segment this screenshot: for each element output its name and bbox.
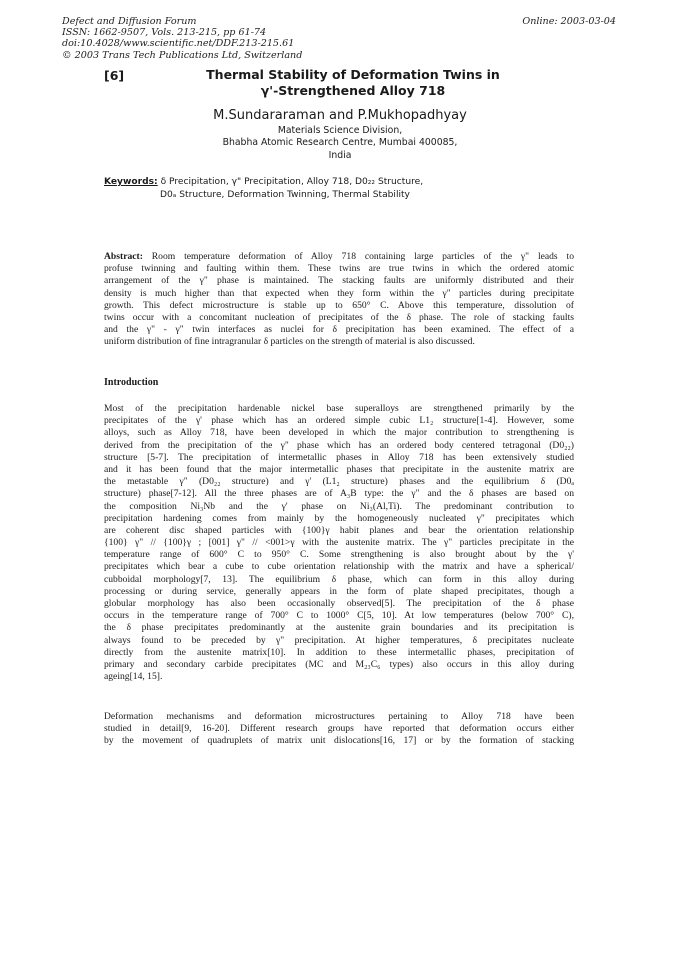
keywords-text: D0ₐ Structure, Deformation Twinning, Thermal Stability	[160, 189, 410, 200]
affiliation-line: Materials Science Division,	[277, 125, 403, 136]
body-line: the composition Ni₃Nb and the γ' phase on Ni₃(Al,Ti). The predominant contribution to	[104, 500, 574, 512]
abstract-line: growth. This defect microstructure is stable up to 650° C. Above this temperature, dissolution of	[104, 299, 574, 311]
body-line: primary and secondary carbide precipitates (MC and M₂₃C₆ types) also occurs in this alloy during	[104, 658, 574, 670]
affiliation	[160, 125, 520, 162]
body-line: temperature range of 600° C to 950° C. Some strengthening is also brought about by the γ'	[104, 549, 574, 561]
section-heading: Introduction	[104, 377, 159, 388]
paper-title	[180, 67, 526, 99]
body-line: cubboidal morphology[7, 13]. The equilibrium δ phase, which can form in this alloy during	[104, 573, 574, 585]
body-line: studied in detail[9, 16-20]. Different research groups have reported that deformation occurs either	[104, 723, 574, 735]
body-line: processing or during service, generally appears in the form of plate shaped precipitates, though a	[104, 585, 574, 597]
abstract-line: Room temperature deformation of Alloy 718 containing large particles of the γ" leads to	[142, 251, 574, 262]
affiliation-line: India	[328, 149, 352, 161]
affiliation-line: Bhabha Atomic Research Centre, Mumbai 400085,	[222, 137, 458, 149]
journal-line: © 2003 Trans Tech Publications Ltd, Switzerland	[62, 49, 303, 61]
journal-line: Defect and Diffusion Forum	[62, 16, 197, 27]
body-line: Most of the precipitation hardenable nickel base superalloys are strengthened primarily by the	[104, 403, 574, 414]
body-line: the δ phase precipitates predominantly at the austenite grain boundaries and its precipitation is	[104, 622, 574, 634]
journal-line: doi:10.4028/www.scientific.net/DDF.213-215.61	[62, 38, 295, 50]
online-date: Online: 2003-03-04	[522, 16, 616, 27]
abstract-line: density is much higher than that expected when they form within the γ" particles during precipitate	[104, 287, 574, 299]
title-line: Thermal Stability of Deformation Twins in	[206, 67, 500, 82]
body-line: the metastable γ" (D0₂₂ structure) and γ' (L1₂ structure) phases and the equilibrium δ (D0ₐ	[104, 476, 574, 488]
keywords	[104, 176, 524, 201]
journal-line: ISSN: 1662-9507, Vols. 213-215, pp 61-74	[62, 27, 267, 39]
authors: M.Sundararaman and P.Mukhopadhyay	[213, 108, 467, 123]
body-line: globular morphology has also been occasionally observed[5]. The precipitation of the δ phase	[104, 598, 574, 609]
abstract-line: twins occur with a concomitant nucleation of precipitates of the δ phase. The role of stacking faults	[104, 311, 574, 323]
body-line: are coherent disc shaped particles with {100}γ habit planes and bear the orientation relationship	[104, 524, 574, 536]
body-line: and it has been found that the major intermetallic phases that precipitate in the austenite matrix are	[104, 463, 574, 475]
keywords-text: δ Precipitation, γ" Precipitation, Alloy 718, D0₂₂ Structure,	[157, 177, 424, 187]
body-line: precipitates of the γ' phase which has an ordered simple cubic L1₂ structure[1-4]. However, some	[104, 415, 574, 427]
body-line: Deformation mechanisms and deformation microstructures pertaining to Alloy 718 have been	[104, 711, 574, 722]
body-line: structure) phase[7-12]. All the three phases are of A₃B type: the γ" and the δ phases are based on	[104, 488, 574, 500]
abstract-line: arrangement of the γ" phase is maintained. The stacking faults are uniformly distributed and their	[104, 275, 574, 287]
abstract	[104, 251, 574, 349]
body-line: occurs in the temperature range of 700° C to 1000° C[5, 10]. At low temperatures (below 700° C),	[104, 610, 574, 622]
reference-number: [6]	[104, 68, 125, 83]
intro-paragraph-1	[104, 403, 574, 683]
abstract-line: profuse twinning and faulting within them. These twins are true twins in which the ordered atomic	[104, 263, 574, 275]
body-line: {100} γ" // {100}γ ; [001] γ" // <001>γ with the austenite matrix. The γ" particles precipitate in the	[104, 537, 574, 549]
body-line: structure [5-7]. The precipitation of intermetallic phases in Alloy 718 has been extensively studied	[104, 451, 574, 463]
body-line: derived from the precipitation of the γ" phase which has an ordered body centered tetragonal (D0₂₂)	[104, 439, 574, 451]
body-line: ageing[14, 15].	[104, 671, 163, 683]
body-line: by the movement of quadruplets of matrix unit dislocations[16, 17] or by the formation of stacking	[104, 735, 574, 747]
abstract-line: and the γ" - γ" twin interfaces as nuclei for δ precipitation has been examined. The effect of a	[104, 324, 574, 336]
body-line: always found to be preceded by γ" precipitation. At higher temperatures, δ precipitates nucleate	[104, 634, 574, 646]
title-line: γ'-Strengthened Alloy 718	[260, 83, 446, 98]
abstract-line: uniform distribution of fine intragranular δ particles on the strength of material is also discussed.	[104, 336, 475, 348]
body-line: alloys, such as Alloy 718, have been developed in which the major contribution to strengthening is	[104, 427, 574, 439]
body-line: precipitates which bear a cube to cube orientation relationship with the matrix and have a spherical/	[104, 561, 574, 573]
journal-citation	[62, 16, 302, 61]
abstract-label: Abstract:	[104, 251, 143, 262]
body-line: directly from the austenite matrix[10]. In addition to these intermetallic phases, precipitation of	[104, 646, 574, 658]
intro-paragraph-2	[104, 711, 574, 748]
body-line: precipitation hardening comes from mainly by the homogeneously nucleated γ" precipitates which	[104, 512, 574, 524]
keywords-label: Keywords:	[104, 177, 158, 187]
